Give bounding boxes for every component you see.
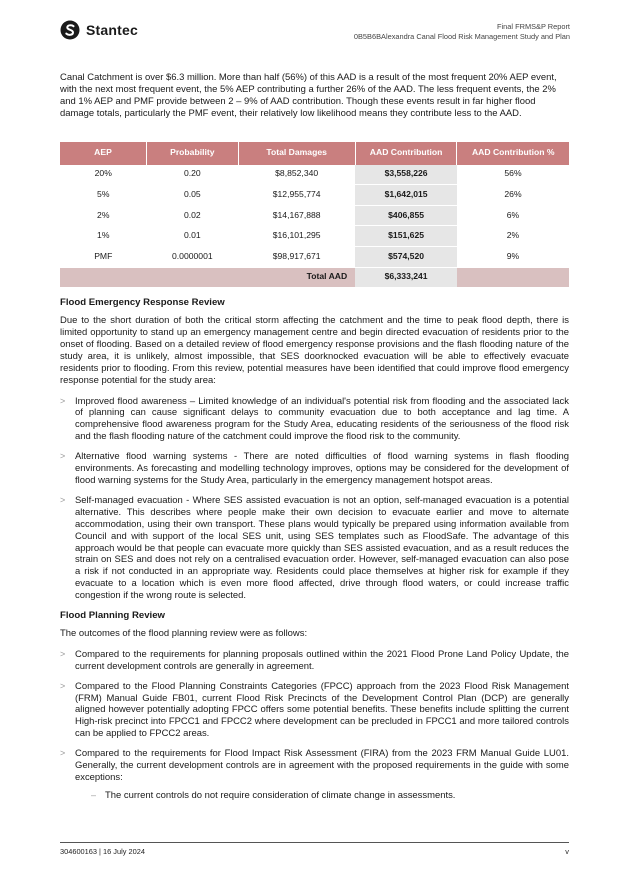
table-cell: 0.0000001 xyxy=(147,247,239,268)
table-cell: 0.01 xyxy=(147,226,239,247)
column-header: Total Damages xyxy=(238,142,355,165)
list-item xyxy=(60,748,569,802)
table-cell: 0.02 xyxy=(147,205,239,226)
table-cell: $14,167,888 xyxy=(238,205,355,226)
table-row xyxy=(60,165,569,185)
table-cell: 1% xyxy=(60,226,147,247)
list-item xyxy=(60,649,569,673)
total-label: Total AAD xyxy=(60,267,355,288)
bullet-arrow-icon: > xyxy=(60,748,66,759)
column-header: Probability xyxy=(147,142,239,165)
table-row xyxy=(60,247,569,268)
table-total-row xyxy=(60,267,569,288)
planning-sublist xyxy=(75,790,569,802)
list-item xyxy=(60,396,569,444)
table-cell: $151,625 xyxy=(355,226,457,247)
aad-table xyxy=(60,142,569,289)
list-item xyxy=(60,681,569,741)
table-cell: 2% xyxy=(60,205,147,226)
table-cell: $8,852,340 xyxy=(238,165,355,185)
list-item-text: Improved flood awareness – Limited knowledge of an individual's potential risk from flooding and the associated lack of planning can cause significant delays to community evacuation due to both acceptance and lag time. A comprehensive flood awareness program for the Study Area, educating residents of the seriousness of the flood risk and the flash flooding nature of the catchment could improve the flood risk to the community. xyxy=(75,395,569,443)
report-header-text xyxy=(354,22,570,42)
footer-doc-info: 304600163 | 16 July 2024 xyxy=(60,847,145,856)
bullet-arrow-icon: > xyxy=(60,680,66,691)
planning-intro: The outcomes of the flood planning review were as follows: xyxy=(60,627,308,639)
table-cell: 0.05 xyxy=(147,185,239,206)
total-value: $6,333,241 xyxy=(355,267,457,288)
bullet-arrow-icon: > xyxy=(60,494,66,505)
planning-heading: Flood Planning Review xyxy=(60,610,166,622)
table-cell: $1,642,015 xyxy=(355,185,457,206)
stantec-logo xyxy=(60,20,138,40)
sub-list-item-text: The current controls do not require consideration of climate change in assessments. xyxy=(105,789,456,801)
page-number: v xyxy=(565,847,569,856)
table-cell: 2% xyxy=(457,226,569,247)
bullet-arrow-icon: > xyxy=(60,451,66,462)
bullet-dash-icon: – xyxy=(91,789,97,800)
list-item xyxy=(60,451,569,487)
page-content xyxy=(60,72,569,810)
column-header: AAD Contribution xyxy=(355,142,457,165)
emergency-paragraph: Due to the short duration of both the critical storm affecting the catchment and the time to peak flood depth, there is limited opportunity to stand up an emergency management centre and begin directed evacuation of residents prior to the onset of flooding. Based on a detailed review of flood emergency response provisions and the flash flooding nature of the study area, it is unlikely, almost impossible, that SES doorknocked evacuation will be able to effectively evacuate residents prior to flooding. From this review, potential measures have been identified that could improve flood emergency response potential for the study area: xyxy=(60,315,569,386)
table-cell: $3,558,226 xyxy=(355,165,457,185)
bullet-arrow-icon: > xyxy=(60,395,66,406)
table-cell: 56% xyxy=(457,165,569,185)
table-cell: $16,101,295 xyxy=(238,226,355,247)
table-cell xyxy=(457,267,569,288)
list-item-text: Self-managed evacuation - Where SES assisted evacuation is not an option, self-managed evacuation is a potential alternative. This describes where people make their own decision to evacuate earlier and move to alternate accommodation, using their own transport. These plans would typically be prepared using information available from Council and with support of the local SES unit, using SES templates such as FloodSafe. The advantage of this approach would be that people can evacuate more quickly than SES assisted evacuation, and as a result reduces the strain on SES and does not rely on a centralised evacuation order. However, self-managed evacuation can also pose a risk if not conducted in an appropriate way. Residents could place themselves at higher risk for example if they evacuate to a location which is even more flood affected, drive through flood waters, or could increase traffic congestion if the wrong route is selected. xyxy=(75,494,569,602)
table-cell: 26% xyxy=(457,185,569,206)
intro-paragraph: Canal Catchment is over $6.3 million. More than half (56%) of this AAD is a result of the most frequent 20% AEP event, with the next most frequent event, the 5% AEP contributing a further 26% of the AAD. The less frequent events, the 2% and 1% AEP and PMF provide between 2 – 9% of AAD contribution. Though these events result in far higher flood damage totals, particularly the PMF event, their relatively low likelihood means they contribute less to the AAD. xyxy=(60,72,557,119)
list-item-text: Compared to the Flood Planning Constraints Categories (FPCC) approach from the 2023 Flood Risk Management (FRM) Manual Guide FB01, current Flood Risk Precincts of the Development Control Plan (DCP) are generally aligned however potentially adopting FPCC offers some potential benefits. These benefits include splitting the current High-risk precinct into FPCC1 and FPCC2 where development can be precluded in FPCC1 and more tailored controls can be applied to FPCC2 areas. xyxy=(75,680,569,740)
table-cell: 9% xyxy=(457,247,569,268)
list-item xyxy=(60,495,569,602)
column-header: AAD Contribution % xyxy=(457,142,569,165)
list-item-text: Compared to the requirements for Flood Impact Risk Assessment (FIRA) from the 2023 FRM Manual Guide LU01. Generally, the current development controls are in agreement with the proposed requirements in the guide with some exceptions: xyxy=(75,748,569,783)
table-row xyxy=(60,226,569,247)
table-cell: $98,917,671 xyxy=(238,247,355,268)
table-cell: 20% xyxy=(60,165,147,185)
page-footer xyxy=(60,842,569,856)
table-cell: $406,855 xyxy=(355,205,457,226)
report-title: Final FRMS&P Report xyxy=(497,22,570,31)
logo-text: Stantec xyxy=(86,22,138,38)
bullet-arrow-icon: > xyxy=(60,648,66,659)
report-subtitle: 0B5B6BAlexandra Canal Flood Risk Management Study and Plan xyxy=(353,32,570,41)
table-cell: 6% xyxy=(457,205,569,226)
stantec-logo-icon xyxy=(60,20,80,40)
column-header: AEP xyxy=(60,142,147,165)
list-item-text: Compared to the requirements for planning proposals outlined within the 2021 Flood Prone Land Policy Update, the current development controls are generally in agreement. xyxy=(75,648,569,672)
emergency-heading: Flood Emergency Response Review xyxy=(60,297,225,309)
list-item-text: Alternative flood warning systems - There are noted difficulties of flood warning systems in flash flooding environments. As forecasting and modelling technology improves, options may be considered for the development of flood warning systems for the Study Area, particularly in the emergency management hotspot areas. xyxy=(75,451,569,486)
table-row xyxy=(60,185,569,206)
sub-list-item xyxy=(75,790,569,802)
table-cell: $574,520 xyxy=(355,247,457,268)
emergency-list xyxy=(60,396,569,603)
table-header-row xyxy=(60,142,569,165)
table-cell: 5% xyxy=(60,185,147,206)
table-cell: $12,955,774 xyxy=(238,185,355,206)
page-header xyxy=(60,18,570,44)
table-cell: PMF xyxy=(60,247,147,268)
table-cell: 0.20 xyxy=(147,165,239,185)
table-row xyxy=(60,205,569,226)
planning-list xyxy=(60,649,569,802)
